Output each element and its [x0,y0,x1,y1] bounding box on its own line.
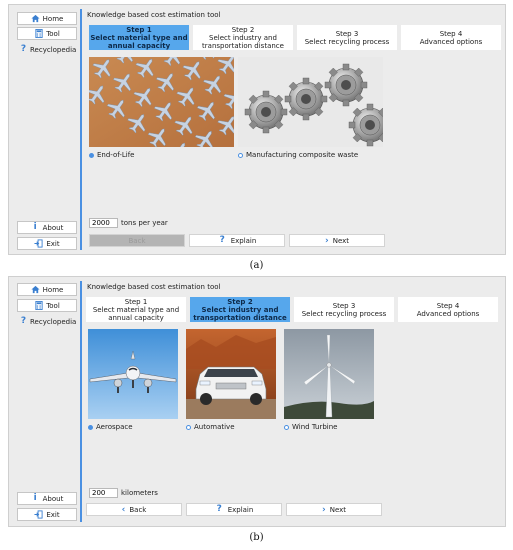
app-title: Knowledge based cost estimation tool [87,11,221,19]
back-button[interactable] [86,503,182,516]
step-tabs [86,297,498,322]
step-number: Step 2 [231,25,255,34]
step-title: Select material type and [92,305,180,314]
option-label: Aerospace [96,423,133,431]
question-icon: ? [216,504,222,514]
wind-turbine-photo[interactable] [284,329,374,419]
screenshot-panel-a [8,4,506,255]
home-icon [31,14,40,23]
step-subtitle: annual capacity [108,313,164,322]
step-title: Select recycling process [304,37,390,46]
calculator-icon [34,301,43,310]
sidebar [9,5,81,254]
option-tiles [89,57,383,159]
explain-label: Explain [227,505,254,514]
tool-button[interactable] [17,27,77,40]
step-number: Step 3 [332,301,356,310]
option-label: Manufacturing composite waste [246,151,359,159]
option-automative[interactable] [186,329,276,431]
chevron-right-icon: › [321,504,326,515]
option-label-row[interactable] [238,151,383,159]
tab-step-1[interactable] [86,297,186,322]
tab-step-3[interactable] [294,297,394,322]
step-title: Select industry and [209,33,277,42]
distance-input[interactable] [89,488,118,498]
app-title: Knowledge based cost estimation tool [87,283,221,291]
question-icon: ? [219,235,225,245]
home-button[interactable] [17,12,77,25]
tool-button[interactable] [17,299,77,312]
recyclopedia-label: Recyclopedia [30,317,77,326]
chevron-right-icon: › [324,235,329,246]
step-subtitle: transportation distance [193,313,287,322]
exit-label: Exit [46,510,60,519]
airplanes-photo[interactable] [89,57,234,147]
airliner-photo[interactable] [88,329,178,419]
exit-button[interactable] [17,237,77,250]
back-label: Back [128,236,146,245]
home-label: Home [42,285,64,294]
action-buttons [89,234,385,247]
tab-step-1[interactable] [89,25,189,50]
step-number: Step 3 [335,29,359,38]
step-title: Select industry and [201,305,279,314]
option-aerospace[interactable] [88,329,178,431]
distance-input-row [89,488,158,498]
home-label: Home [42,14,64,23]
tab-step-4[interactable] [401,25,501,50]
explain-button[interactable] [186,503,282,516]
step-tabs [89,25,501,50]
radio-selected[interactable] [89,153,94,158]
radio-unselected[interactable] [284,425,289,430]
tool-label: Tool [46,301,60,310]
chevron-left-icon: ‹ [121,504,126,515]
option-label-row[interactable] [284,423,374,431]
screenshot-panel-b [8,276,506,527]
tool-label: Tool [46,29,60,38]
divider-line [80,281,82,522]
exit-button[interactable] [17,508,77,521]
capacity-input-row [89,218,168,228]
next-label: Next [332,236,350,245]
option-label: Automative [194,423,235,431]
about-button[interactable] [17,492,77,505]
tab-step-2[interactable] [190,297,290,322]
calculator-icon [34,29,43,38]
caption-a: (a) [249,260,264,271]
question-icon: ? [20,316,27,326]
info-icon: i [33,493,37,503]
distance-unit: kilometers [121,489,158,497]
home-button[interactable] [17,283,77,296]
next-button[interactable] [286,503,382,516]
option-label: Wind Turbine [292,423,338,431]
about-label: About [42,494,64,503]
exit-icon [34,239,43,248]
home-icon [31,285,40,294]
recyclopedia-label: Recyclopedia [30,45,77,54]
gears-photo[interactable] [238,57,383,147]
option-label-row[interactable] [89,151,234,159]
option-manufacturing-waste[interactable] [238,57,383,159]
explain-button[interactable] [189,234,285,247]
option-wind-turbine[interactable] [284,329,374,431]
tab-step-4[interactable] [398,297,498,322]
next-label: Next [329,505,347,514]
step-subtitle: annual capacity [107,41,171,50]
step-number: Step 4 [436,301,460,310]
step-title: Advanced options [416,309,480,318]
capacity-unit: tons per year [121,219,168,227]
option-end-of-life[interactable] [89,57,234,159]
exit-icon [34,510,43,519]
step-title: Select recycling process [301,309,387,318]
about-label: About [42,223,64,232]
recyclopedia-link[interactable] [19,45,76,54]
step-number: Step 2 [227,297,253,306]
question-icon: ? [20,44,27,54]
step-title: Select material type and [90,33,188,42]
option-tiles [88,329,374,431]
step-number: Step 4 [439,29,463,38]
option-label-row[interactable] [88,423,178,431]
action-buttons [86,503,382,516]
explain-label: Explain [230,236,257,245]
divider-line [80,9,82,250]
recyclopedia-link[interactable] [19,317,76,326]
tab-step-3[interactable] [297,25,397,50]
back-button[interactable] [89,234,185,247]
next-button[interactable] [289,234,385,247]
sidebar [9,277,81,526]
suv-photo[interactable] [186,329,276,419]
step-number: Step 1 [124,297,148,306]
tab-step-2[interactable] [193,25,293,50]
radio-unselected[interactable] [238,153,243,158]
option-label-row[interactable] [186,423,276,431]
step-subtitle: transportation distance [202,41,284,50]
capacity-input[interactable] [89,218,118,228]
info-icon: i [33,222,37,232]
step-number: Step 1 [126,25,152,34]
exit-label: Exit [46,239,60,248]
radio-selected[interactable] [88,425,93,430]
option-label: End-of-Life [97,151,135,159]
about-button[interactable] [17,221,77,234]
radio-unselected[interactable] [186,425,191,430]
step-title: Advanced options [419,37,483,46]
caption-b: (b) [249,532,264,543]
back-label: Back [129,505,147,514]
